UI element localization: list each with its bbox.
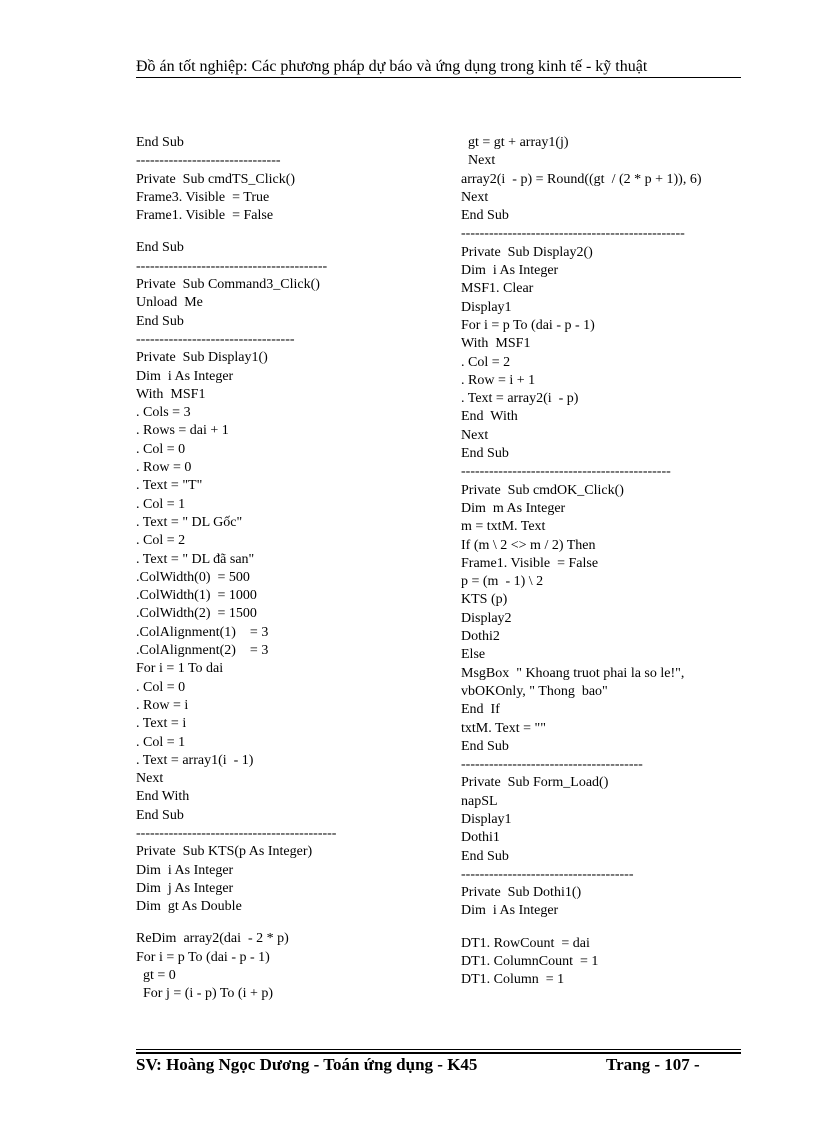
code-line: End Sub: [136, 313, 184, 329]
code-line: .ColWidth(0) = 500: [136, 569, 250, 585]
code-line: . Row = i + 1: [461, 372, 536, 388]
code-line: Frame1. Visible = False: [461, 555, 599, 571]
code-line: ReDim array2(dai - 2 * p): [136, 931, 289, 947]
code-line: .ColWidth(2) = 1500: [136, 606, 257, 622]
page-number: Trang - 107 -: [606, 1055, 700, 1074]
code-line: Display1: [461, 811, 512, 827]
code-line: Private Sub Dothi1(): [461, 885, 582, 901]
page-header: Đồ án tốt nghiệp: Các phương pháp dự báo và ứng dụng trong kinh tế - kỹ thuật: [136, 58, 648, 75]
code-line: . Text = i: [136, 716, 187, 732]
code-line: Dim i As Integer: [461, 263, 559, 279]
code-line: ------------------------------------------------: [461, 226, 685, 242]
code-line: . Col = 0: [136, 441, 186, 457]
code-line: ----------------------------------: [136, 331, 295, 347]
code-line: . Row = i: [136, 697, 189, 713]
code-line: End Sub: [136, 807, 184, 823]
code-line: -------------------------------------------: [136, 825, 337, 841]
code-line: . Col = 2: [136, 533, 186, 549]
code-line: -------------------------------: [136, 153, 281, 169]
code-line: -------------------------------------: [461, 866, 634, 882]
code-line: Frame3. Visible = True: [136, 189, 270, 205]
code-line: KTS (p): [461, 592, 508, 608]
code-line: End Sub: [136, 240, 184, 256]
footer-divider-thick: [136, 1052, 741, 1054]
code-line: Dim i As Integer: [136, 862, 234, 878]
code-line: . Text = "T": [136, 478, 203, 494]
code-line: With MSF1: [136, 386, 206, 402]
code-line: Private Sub cmdTS_Click(): [136, 171, 296, 187]
code-line: . Col = 1: [136, 496, 186, 512]
code-line: . Row = 0: [136, 460, 192, 476]
footer-divider-thin: [136, 1049, 741, 1050]
code-line: m = txtM. Text: [461, 519, 546, 535]
code-line: For i = 1 To dai: [136, 661, 224, 677]
code-line: Else: [461, 647, 486, 663]
code-line: [461, 921, 751, 935]
code-line: napSL: [461, 793, 498, 809]
code-line: vbOKOnly, " Thong bao": [461, 683, 608, 699]
code-line: End Sub: [461, 738, 509, 754]
code-line: Next: [461, 427, 489, 443]
code-line: End Sub: [461, 208, 509, 224]
code-line: p = (m - 1) \ 2: [461, 574, 544, 590]
code-line: Dim m As Integer: [461, 500, 566, 516]
code-line: [136, 225, 436, 239]
code-line: For i = p To (dai - p - 1): [461, 317, 595, 333]
code-line: . Text = array1(i - 1): [136, 752, 254, 768]
code-line: gt = gt + array1(j): [461, 135, 569, 150]
code-line: Dim gt As Double: [136, 899, 242, 915]
code-line: MSF1. Clear: [461, 281, 534, 297]
code-line: Display2: [461, 610, 512, 626]
code-line: array2(i - p) = Round((gt / (2 * p + 1)), 6): [461, 171, 702, 187]
code-line: Next: [461, 189, 489, 205]
code-line: .ColAlignment(2) = 3: [136, 643, 269, 659]
code-line: . Rows = dai + 1: [136, 423, 229, 439]
code-line: End Sub: [461, 446, 509, 462]
code-line: DT1. RowCount = dai: [461, 935, 590, 951]
code-line: DT1. ColumnCount = 1: [461, 954, 599, 970]
code-line: . Col = 0: [136, 679, 186, 695]
code-line: [136, 916, 436, 930]
code-line: ---------------------------------------------: [461, 464, 671, 480]
code-line: Private Sub cmdOK_Click(): [461, 482, 624, 498]
code-line: End With: [461, 409, 518, 425]
code-line: Private Sub Display2(): [461, 244, 593, 260]
code-line: Private Sub Display1(): [136, 350, 268, 366]
code-line: . Text = " DL đã san": [136, 551, 255, 567]
code-column-right: [461, 134, 751, 990]
code-line: Dim j As Integer: [136, 880, 234, 896]
code-line: Private Sub Command3_Click(): [136, 277, 320, 293]
code-line: For j = (i - p) To (i + p): [136, 986, 274, 1002]
code-line: DT1. Column = 1: [461, 972, 565, 988]
code-line: End With: [136, 789, 190, 805]
code-line: Dothi2: [461, 629, 500, 645]
code-line: Frame1. Visible = False: [136, 208, 274, 224]
code-line: .ColAlignment(1) = 3: [136, 624, 269, 640]
code-column-left: [136, 134, 436, 1004]
code-line: Private Sub Form_Load(): [461, 775, 609, 791]
code-line: Dothi1: [461, 830, 500, 846]
code-line: txtM. Text = "": [461, 720, 546, 736]
code-line: Next: [461, 153, 496, 169]
code-line: MsgBox " Khoang truot phai la so le!",: [461, 665, 685, 681]
code-line: . Text = array2(i - p): [461, 391, 579, 407]
code-line: -----------------------------------------: [136, 258, 328, 274]
code-line: For i = p To (dai - p - 1): [136, 949, 270, 965]
code-line: Dim i As Integer: [461, 903, 559, 919]
code-line: Next: [136, 771, 164, 787]
code-line: . Cols = 3: [136, 405, 191, 421]
code-line: gt = 0: [136, 968, 176, 984]
code-line: End If: [461, 702, 500, 718]
code-line: . Text = " DL Gốc": [136, 514, 243, 530]
code-line: Display1: [461, 299, 512, 315]
code-line: Unload Me: [136, 295, 203, 311]
header-divider: [136, 77, 741, 78]
code-line: . Col = 1: [136, 734, 186, 750]
code-line: . Col = 2: [461, 354, 511, 370]
footer-student-info: SV: Hoàng Ngọc Dương - Toán ứng dụng - K45: [136, 1055, 478, 1074]
code-line: If (m \ 2 <> m / 2) Then: [461, 537, 596, 553]
code-line: End Sub: [461, 848, 509, 864]
code-line: ---------------------------------------: [461, 757, 643, 773]
code-line: .ColWidth(1) = 1000: [136, 588, 257, 604]
code-line: Private Sub KTS(p As Integer): [136, 844, 313, 860]
code-line: Dim i As Integer: [136, 368, 234, 384]
code-line: With MSF1: [461, 336, 531, 352]
code-line: End Sub: [136, 135, 184, 150]
